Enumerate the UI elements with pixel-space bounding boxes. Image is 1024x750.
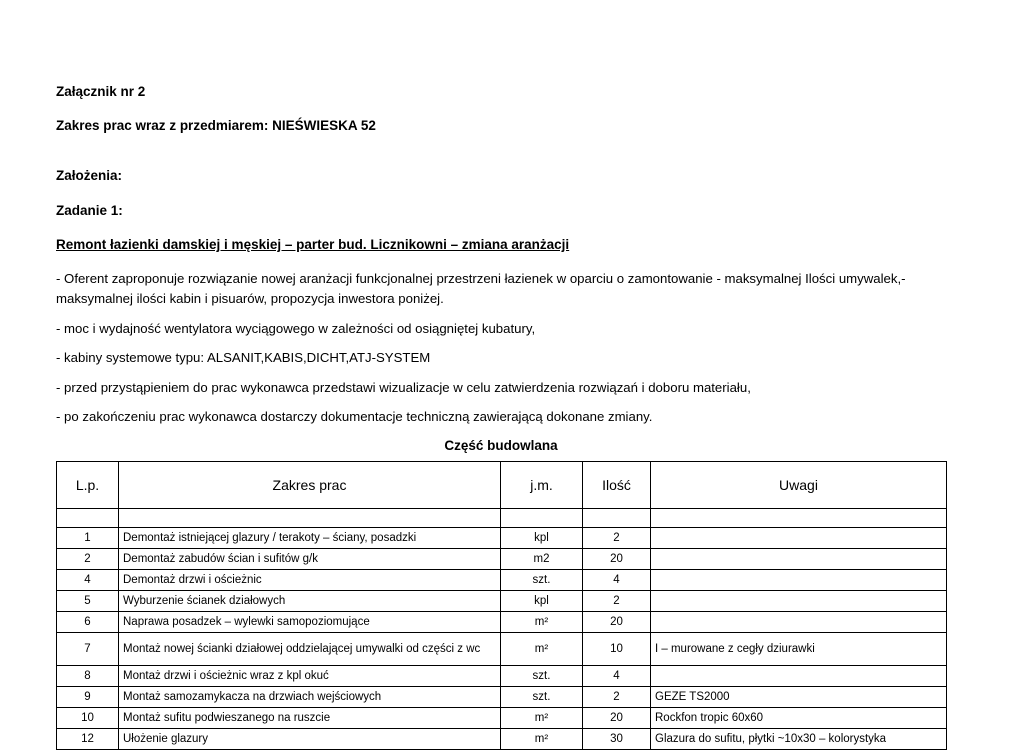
cell-ilosc: 2 <box>583 590 651 611</box>
bullet-1: - Oferent zaproponuje rozwiązanie nowej aranżacji funkcjonalnej przestrzeni łazienek w oparciu o zamontowanie - maksymalnej Ilości umywalek,- maksymalnej ilości kabin i pisuarów, propozycja inwestora poniżej. <box>56 270 906 307</box>
cell-lp: 5 <box>57 590 119 611</box>
cell-lp: 7 <box>57 632 119 665</box>
cell-ilosc: 4 <box>583 665 651 686</box>
cell-uwagi <box>651 569 947 590</box>
cell-lp: 8 <box>57 665 119 686</box>
cell-lp: 2 <box>57 548 119 569</box>
document-body <box>56 84 946 750</box>
cell-jm <box>501 508 583 527</box>
cell-lp: 10 <box>57 707 119 728</box>
cell-uwagi <box>651 611 947 632</box>
cell-jm: m² <box>501 632 583 665</box>
cell-zakres: Naprawa posadzek – wylewki samopoziomujące <box>119 611 501 632</box>
cell-ilosc: 2 <box>583 686 651 707</box>
cell-uwagi <box>651 665 947 686</box>
bullet-2: - moc i wydajność wentylatora wyciągowego w zależności od osiągniętej kubatury, <box>56 320 536 336</box>
cell-uwagi <box>651 508 947 527</box>
table-row <box>57 508 947 527</box>
cell-uwagi: Glazura do sufitu, płytki ~10x30 – kolorystyka <box>651 728 947 749</box>
table-row <box>57 569 947 590</box>
assumptions-label: Założenia: <box>56 168 123 184</box>
cell-lp <box>57 508 119 527</box>
cell-ilosc: 20 <box>583 548 651 569</box>
table-row <box>57 665 947 686</box>
cell-jm: szt. <box>501 686 583 707</box>
cell-zakres: Wyburzenie ścianek działowych <box>119 590 501 611</box>
table-body <box>57 508 947 749</box>
table-row <box>57 707 947 728</box>
cell-zakres: Montaż drzwi i ościeżnic wraz z kpl okuć <box>119 665 501 686</box>
cell-jm: szt. <box>501 665 583 686</box>
cell-ilosc <box>583 508 651 527</box>
cell-jm: m² <box>501 611 583 632</box>
cell-zakres: Montaż nowej ścianki działowej oddzielającej umywalki od części z wc <box>119 632 501 665</box>
cell-uwagi: I – murowane z cegły dziurawki <box>651 632 947 665</box>
cell-uwagi <box>651 548 947 569</box>
table-row <box>57 548 947 569</box>
table-row <box>57 632 947 665</box>
scope-of-works-table <box>56 461 947 750</box>
table-header-row <box>57 461 947 508</box>
cell-lp: 9 <box>57 686 119 707</box>
header-jm: j.m. <box>501 461 583 508</box>
bullet-3: - kabiny systemowe typu: ALSANIT,KABIS,DICHT,ATJ-SYSTEM <box>56 350 431 366</box>
cell-uwagi <box>651 527 947 548</box>
table-row <box>57 728 947 749</box>
cell-ilosc: 30 <box>583 728 651 749</box>
attachment-label: Załącznik nr 2 <box>56 84 146 99</box>
cell-jm: kpl <box>501 527 583 548</box>
bullet-4: - przed przystąpieniem do prac wykonawca przedstawi wizualizacje w celu zatwierdzenia rozwiązań i doboru materiału, <box>56 379 751 395</box>
bullet-5: - po zakończeniu prac wykonawca dostarczy dokumentacje techniczną zawierającą dokonane zmiany. <box>56 409 653 425</box>
cell-uwagi <box>651 590 947 611</box>
header-uwagi: Uwagi <box>651 461 947 508</box>
table-row <box>57 527 947 548</box>
scope-title: Zakres prac wraz z przedmiarem: NIEŚWIESKA 52 <box>56 118 376 134</box>
cell-zakres: Ułożenie glazury <box>119 728 501 749</box>
task-label: Zadanie 1: <box>56 202 123 218</box>
cell-jm: m² <box>501 707 583 728</box>
cell-zakres <box>119 508 501 527</box>
header-spacer <box>56 150 946 168</box>
table-row <box>57 590 947 611</box>
cell-lp: 6 <box>57 611 119 632</box>
header-lp: L.p. <box>57 461 119 508</box>
table-caption: Część budowlana <box>444 437 558 453</box>
task-heading: Remont łazienki damskiej i męskiej – parter bud. Licznikowni – zmiana aranżacji <box>56 236 570 252</box>
cell-lp: 12 <box>57 728 119 749</box>
header-ilosc: Ilość <box>583 461 651 508</box>
table-row <box>57 611 947 632</box>
cell-zakres: Demontaż istniejącej glazury / terakoty – ściany, posadzki <box>119 527 501 548</box>
cell-zakres: Demontaż zabudów ścian i sufitów g/k <box>119 548 501 569</box>
cell-ilosc: 10 <box>583 632 651 665</box>
cell-uwagi: Rockfon tropic 60x60 <box>651 707 947 728</box>
table-row <box>57 686 947 707</box>
cell-jm: szt. <box>501 569 583 590</box>
cell-ilosc: 20 <box>583 707 651 728</box>
cell-ilosc: 20 <box>583 611 651 632</box>
cell-ilosc: 2 <box>583 527 651 548</box>
header-zakres: Zakres prac <box>119 461 501 508</box>
cell-zakres: Montaż samozamykacza na drzwiach wejściowych <box>119 686 501 707</box>
cell-ilosc: 4 <box>583 569 651 590</box>
cell-zakres: Montaż sufitu podwieszanego na ruszcie <box>119 707 501 728</box>
cell-jm: kpl <box>501 590 583 611</box>
cell-jm: m2 <box>501 548 583 569</box>
cell-zakres: Demontaż drzwi i ościeżnic <box>119 569 501 590</box>
cell-lp: 1 <box>57 527 119 548</box>
cell-lp: 4 <box>57 569 119 590</box>
table-header <box>57 461 947 508</box>
cell-uwagi: GEZE TS2000 <box>651 686 947 707</box>
cell-jm: m² <box>501 728 583 749</box>
